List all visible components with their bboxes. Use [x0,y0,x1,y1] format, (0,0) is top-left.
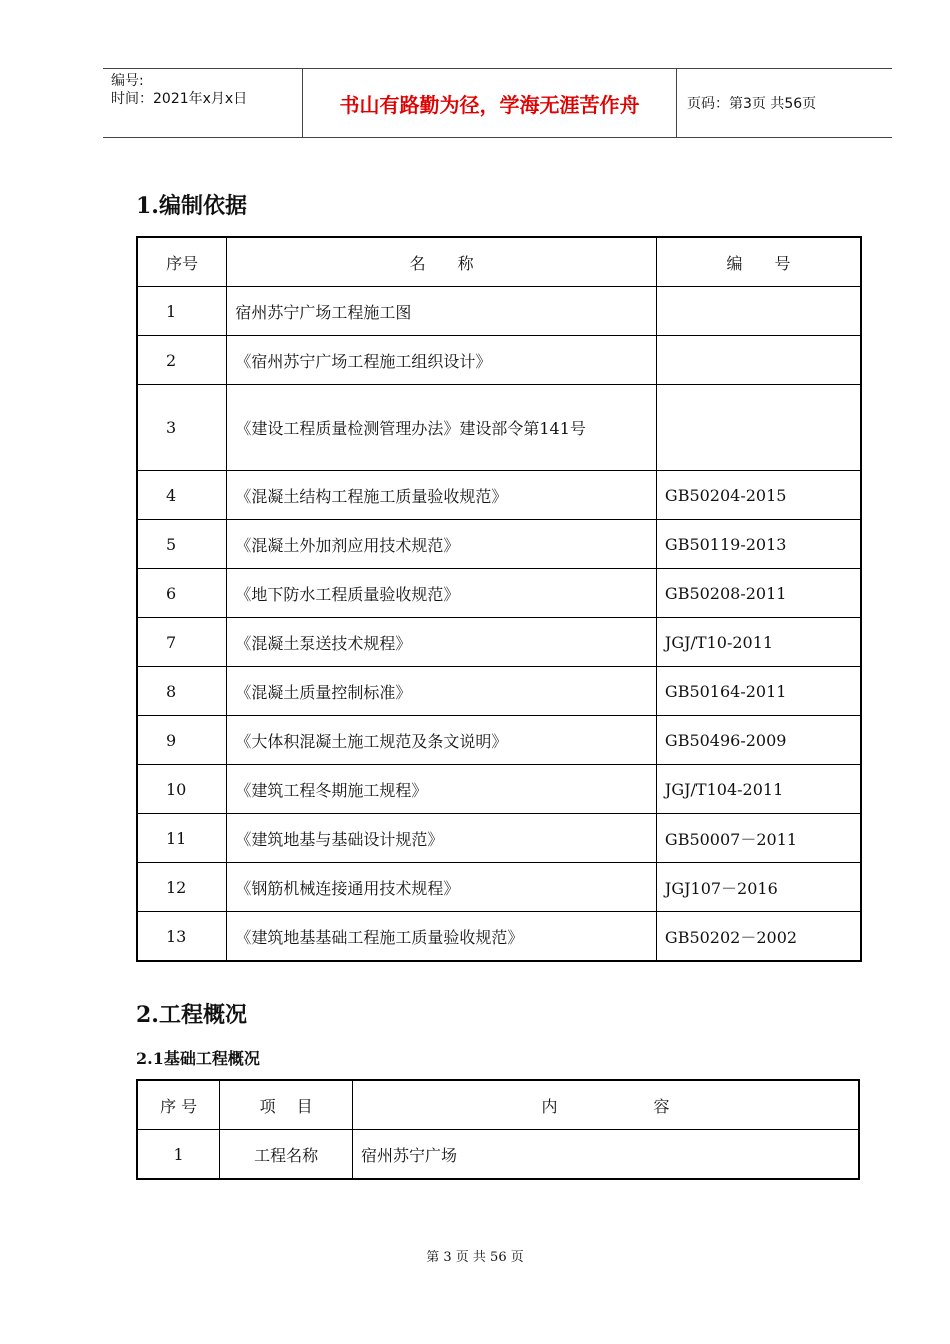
row-number: 3 [137,385,227,471]
page-header [103,68,892,138]
document-code: JGJ/T104-2011 [656,765,861,814]
document-code: JGJ107－2016 [656,863,861,912]
row-number: 6 [137,569,227,618]
document-code: JGJ/T10-2011 [656,618,861,667]
section-2-title: 2.工程概况 [136,1002,247,1028]
table-row [137,471,861,520]
document-code: GB50119-2013 [656,520,861,569]
row-number: 1 [137,287,227,336]
document-code: GB50007－2011 [656,814,861,863]
column-header-name: 名 称 [227,237,657,287]
table-row [137,667,861,716]
table-row [137,716,861,765]
section-2-1-title: 2.1基础工程概况 [136,1049,260,1068]
basis-table-header [137,237,861,287]
row-number: 1 [137,1130,220,1180]
document-name: 《混凝土泵送技术规程》 [227,618,657,667]
row-number: 5 [137,520,227,569]
document-code [656,336,861,385]
document-name: 宿州苏宁广场工程施工图 [227,287,657,336]
document-name: 《混凝土外加剂应用技术规范》 [227,520,657,569]
document-name: 《建筑地基与基础设计规范》 [227,814,657,863]
document-code [656,287,861,336]
table-row [137,618,861,667]
table-row [137,1130,859,1180]
column-header-code: 编 号 [656,237,861,287]
row-number: 8 [137,667,227,716]
row-number: 13 [137,912,227,962]
document-name: 《混凝土结构工程施工质量验收规范》 [227,471,657,520]
row-number: 10 [137,765,227,814]
item-content: 宿州苏宁广场 [352,1130,859,1180]
document-name: 《混凝土质量控制标准》 [227,667,657,716]
row-number: 4 [137,471,227,520]
table-row [137,912,861,962]
document-name: 《建筑工程冬期施工规程》 [227,765,657,814]
page-footer: 第 3 页 共 56 页 [426,1250,524,1265]
document-name: 《钢筋机械连接通用技术规程》 [227,863,657,912]
column-header-content: 内 容 [352,1080,859,1130]
column-header-no: 序号 [137,237,227,287]
basis-table [136,236,862,962]
document-code: GB50208-2011 [656,569,861,618]
document-code: GB50164-2011 [656,667,861,716]
row-number: 7 [137,618,227,667]
table-row [137,385,861,471]
document-name: 《大体积混凝土施工规范及条文说明》 [227,716,657,765]
section-1-title: 1.编制依据 [136,193,247,219]
table-row [137,863,861,912]
table-row [137,520,861,569]
header-time-label: 时间：2021年x月x日 [111,91,248,107]
header-slogan: 书山有路勤为径，学海无涯苦作舟 [303,69,677,137]
table-row [137,569,861,618]
column-header-no: 序 号 [137,1080,220,1130]
overview-table-header [137,1080,859,1130]
document-name: 《建设工程质量检测管理办法》建设部令第141号 [227,385,657,471]
table-row [137,814,861,863]
table-row [137,765,861,814]
row-number: 11 [137,814,227,863]
document-name: 《地下防水工程质量验收规范》 [227,569,657,618]
overview-table [136,1079,860,1180]
table-row [137,336,861,385]
document-code: GB50202－2002 [656,912,861,962]
document-name: 《宿州苏宁广场工程施工组织设计》 [227,336,657,385]
column-header-item: 项 目 [220,1080,353,1130]
row-number: 2 [137,336,227,385]
header-page-code: 页码：第3页 共56页 [687,96,817,112]
item-name: 工程名称 [220,1130,353,1180]
document-name: 《建筑地基基础工程施工质量验收规范》 [227,912,657,962]
row-number: 9 [137,716,227,765]
document-code: GB50204-2015 [656,471,861,520]
row-number: 12 [137,863,227,912]
header-info-cell [103,69,303,137]
header-number-label: 编号: [111,73,144,89]
document-code: GB50496-2009 [656,716,861,765]
document-code [656,385,861,471]
table-row [137,287,861,336]
